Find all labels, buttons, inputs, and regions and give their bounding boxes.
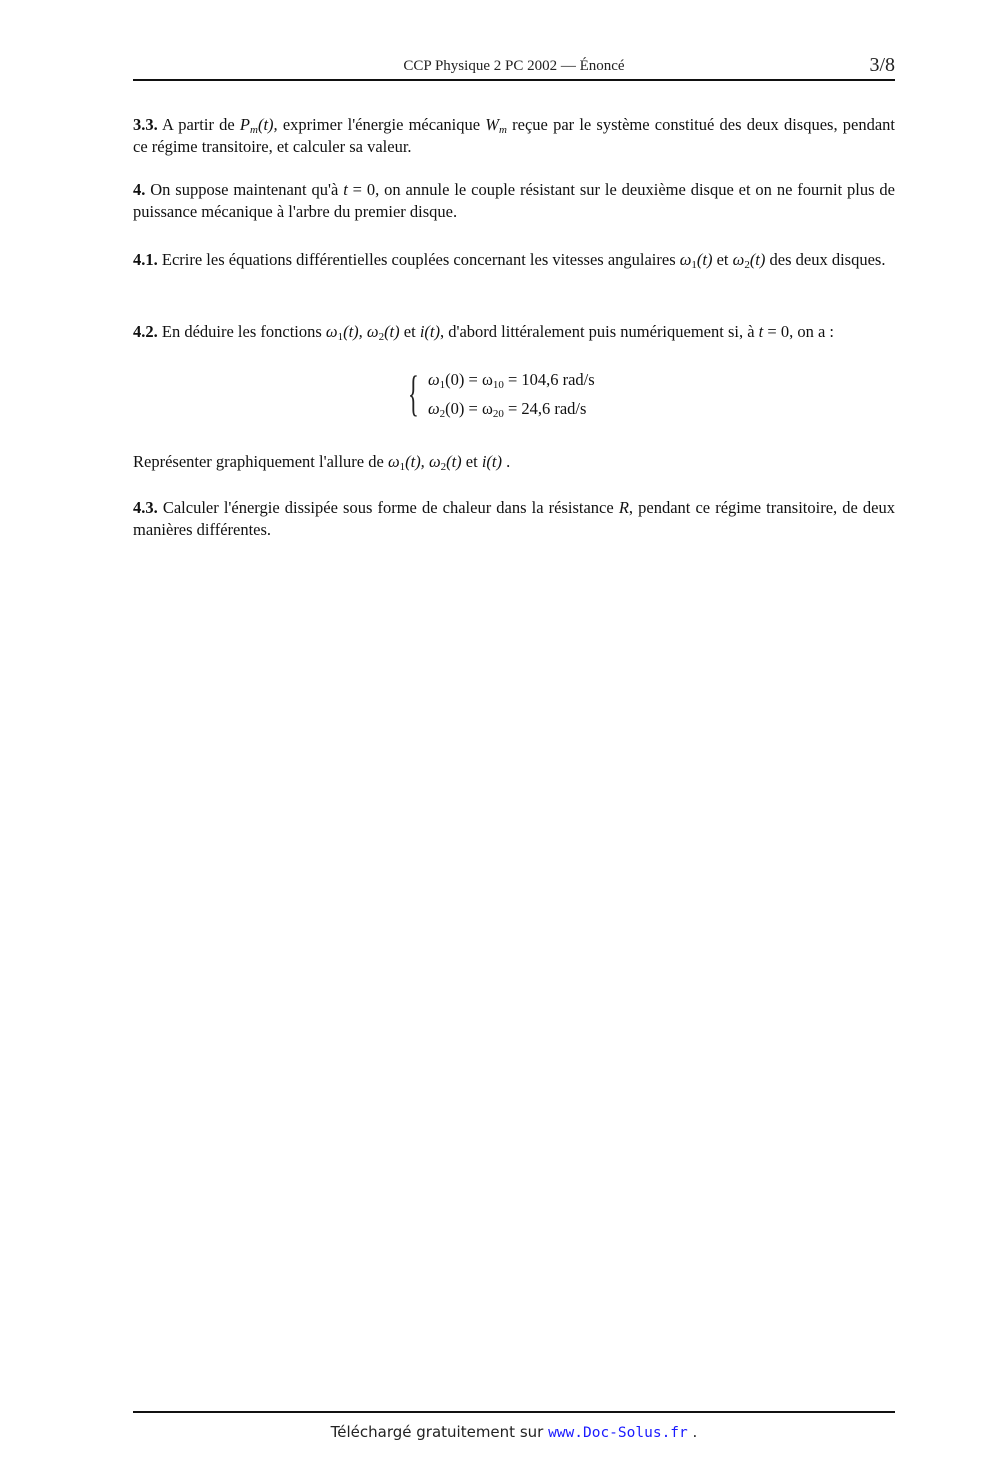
text: En déduire les fonctions: [157, 322, 326, 341]
text: des deux disques.: [765, 250, 886, 269]
symbol: (t),: [343, 322, 363, 341]
subscript: 1: [399, 461, 406, 473]
subscript: 2: [440, 461, 447, 473]
text: A partir de: [157, 115, 240, 134]
subscript: 1: [691, 259, 697, 271]
page-header: [133, 54, 895, 80]
symbol: (t): [696, 250, 713, 269]
paragraph-4: [133, 179, 895, 223]
footer-text: Téléchargé gratuitement sur: [330, 1423, 549, 1441]
text: et: [399, 322, 420, 341]
text: exprimer l'énergie mécanique: [277, 115, 486, 134]
subscript: 2: [439, 408, 446, 420]
question-number: 4.2.: [133, 322, 158, 341]
subscript: 1: [439, 379, 446, 391]
symbol: i(t): [481, 452, 503, 471]
text: = 104,6 rad/s: [503, 370, 595, 389]
text: = 24,6 rad/s: [503, 399, 587, 418]
subscript: m: [499, 124, 507, 136]
text: = 0, on a :: [763, 322, 834, 341]
symbol: (t),: [257, 115, 278, 134]
symbol: P: [239, 115, 251, 134]
doc-solus-link[interactable]: www.Doc-Solus.fr: [548, 1425, 688, 1441]
equation-omega2: [428, 399, 586, 419]
paragraph-4-3: [133, 497, 895, 541]
symbol: ω: [732, 250, 745, 269]
paragraph-represent: [133, 451, 895, 473]
text: , pendant ce régime transitoire, de deux manières différentes.: [133, 498, 896, 539]
text: = 0, on annule le couple résistant sur le deuxième disque et on ne fournit plus de puissance mécanique à l'arbre du premier disque.: [133, 180, 896, 221]
initial-conditions-system: [408, 365, 668, 428]
left-brace: {: [408, 365, 419, 421]
subscript: m: [250, 124, 258, 136]
text: et: [712, 250, 733, 269]
paragraph-3-3: [133, 114, 895, 158]
symbol: i(t): [419, 322, 440, 341]
symbol: ω: [428, 370, 440, 389]
text: On suppose maintenant qu'à: [145, 180, 344, 199]
symbol: W: [485, 115, 500, 134]
footer-rule: [133, 1411, 895, 1413]
header-rule: [133, 79, 895, 81]
symbol: ω: [387, 452, 400, 471]
text: Représenter graphiquement l'allure de: [133, 452, 388, 471]
text: Ecrire les équations différentielles couplées concernant les vitesses angulaires: [157, 250, 680, 269]
text: et: [461, 452, 482, 471]
symbol: R: [618, 498, 629, 517]
symbol: (t): [384, 322, 400, 341]
subscript: 2: [744, 259, 750, 271]
symbol: ω: [679, 250, 692, 269]
symbol: (t): [446, 452, 462, 471]
paragraph-4-1: [133, 246, 895, 273]
text: Calculer l'énergie dissipée sous forme de chaleur dans la résistance: [157, 498, 619, 517]
paragraph-4-2: [133, 318, 895, 346]
question-number: 4.1.: [133, 250, 158, 269]
page-footer: [133, 1423, 895, 1441]
question-number: 4.3.: [133, 498, 158, 517]
symbol: (t),: [405, 452, 429, 471]
symbol: ω: [428, 452, 441, 471]
subscript: 20: [492, 408, 504, 420]
equation-omega1: [428, 370, 595, 390]
text: , d'abord littéralement puis numériquement si, à: [439, 322, 759, 341]
text: .: [502, 452, 511, 471]
symbol: (t): [749, 250, 766, 269]
symbol: ω: [362, 322, 379, 341]
symbol: ω: [325, 322, 338, 341]
footer-suffix: .: [687, 1423, 698, 1441]
page-number: 3/8: [869, 54, 895, 76]
symbol: t: [343, 180, 348, 199]
text: reçue par le système constitué des deux disques, pendant ce régime transitoire, et calculer sa valeur.: [133, 115, 896, 156]
symbol: t: [758, 322, 764, 341]
subscript: 10: [492, 379, 504, 391]
text: (0) = ω: [445, 370, 493, 389]
subscript: 2: [378, 331, 385, 343]
question-number: 4.: [133, 180, 146, 199]
subscript: 1: [337, 331, 344, 343]
text: (0) = ω: [445, 399, 493, 418]
header-title: CCP Physique 2 PC 2002 — Énoncé: [403, 58, 625, 74]
question-number: 3.3.: [133, 115, 158, 134]
symbol: ω: [428, 399, 440, 418]
